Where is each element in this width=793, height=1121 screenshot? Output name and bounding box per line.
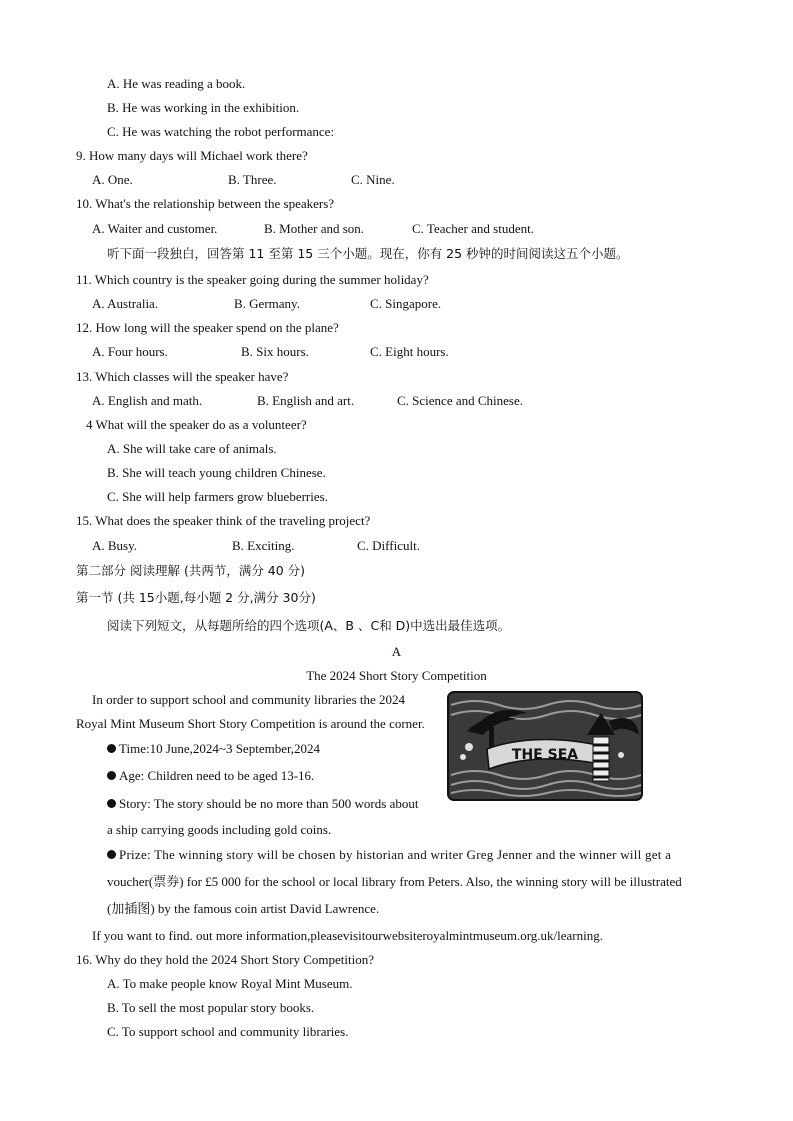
q11-question: 11. Which country is the speaker going during the summer holiday? (76, 272, 429, 287)
prize-text-line2: voucher(票券) for £5 000 for the school or local library from Peters. Also, the winning story will be illustrated (107, 874, 682, 889)
bullet-icon (107, 799, 116, 808)
q11-option-a: A. Australia. (92, 296, 159, 311)
bullet-icon (107, 744, 116, 753)
time-item (107, 741, 320, 757)
q13-option-a: A. English and math. (92, 393, 203, 408)
q13-option-b: B. English and art. (257, 393, 355, 408)
more-info-line: If you want to find. out more information,pleasevisitourwebsiteroyalmintmuseum.org.uk/learning. (92, 928, 603, 943)
q15-option-c: C. Difficult. (357, 538, 420, 553)
q16-question: 16. Why do they hold the 2024 Short Story Competition? (76, 952, 375, 967)
bullet-icon (107, 771, 116, 780)
q15-option-b: B. Exciting. (232, 538, 295, 553)
passage-letter: A (391, 644, 402, 659)
story-item (107, 796, 418, 812)
section1-heading: 第一节 (共 15小题,每小题 2 分,满分 30分) (76, 590, 316, 605)
prize-text-line3: (加插图) by the famous coin artist David Lawrence. (107, 901, 380, 916)
q13-option-c: C. Science and Chinese. (397, 393, 523, 408)
passage-intro-line2: Royal Mint Museum Short Story Competition is around the corner. (76, 716, 425, 731)
q10-option-c: C. Teacher and student. (412, 221, 534, 236)
q12-option-b: B. Six hours. (241, 344, 309, 359)
q15-question: 15. What does the speaker think of the traveling project? (76, 513, 371, 528)
reading-instruction: 阅读下列短文，从每题所给的四个选项(A、B 、C和 D)中选出最佳选项。 (107, 618, 511, 633)
q16-option-b: B. To sell the most popular story books. (107, 1000, 315, 1015)
q14-question: 4 What will the speaker do as a volunteer? (86, 417, 307, 432)
q8-option-b: B. He was working in the exhibition. (107, 100, 300, 115)
prize-item (107, 847, 671, 863)
q16-option-a: A. To make people know Royal Mint Museum. (107, 976, 353, 991)
story-text-line2: a ship carrying goods including gold coins. (107, 822, 332, 837)
q14-option-c: C. She will help farmers grow blueberries. (107, 489, 328, 504)
q9-option-a: A. One. (92, 172, 133, 187)
q9-question: 9. How many days will Michael work there? (76, 148, 308, 163)
prize-text-line1: Prize: The winning story will be chosen by historian and writer Greg Jenner and the winner will get a (119, 847, 672, 862)
age-text: Age: Children need to be aged 13-16. (119, 768, 315, 783)
q10-option-b: B. Mother and son. (264, 221, 365, 236)
q14-option-a: A. She will take care of animals. (107, 441, 277, 456)
part2-heading: 第二部分 阅读理解 (共两节，满分 40 分) (76, 563, 306, 578)
q12-question: 12. How long will the speaker spend on the plane? (76, 320, 339, 335)
q8-option-a: A. He was reading a book. (107, 76, 246, 91)
q11-option-c: C. Singapore. (370, 296, 442, 311)
age-item (107, 768, 314, 784)
q8-option-c: C. He was watching the robot performance: (107, 124, 335, 139)
q9-option-c: C. Nine. (351, 172, 395, 187)
q10-question: 10. What's the relationship between the speakers? (76, 196, 335, 211)
time-text: Time:10 June,2024~3 September,2024 (119, 741, 321, 756)
q14-option-b: B. She will teach young children Chinese. (107, 465, 326, 480)
q11-option-b: B. Germany. (234, 296, 300, 311)
q9-option-b: B. Three. (228, 172, 277, 187)
q12-option-c: C. Eight hours. (370, 344, 449, 359)
passage-title: The 2024 Short Story Competition (306, 668, 487, 683)
competition-illustration (447, 691, 643, 801)
bullet-icon (107, 850, 116, 859)
passage-intro-line1: In order to support school and community libraries the 2024 (92, 692, 406, 707)
q13-question: 13. Which classes will the speaker have? (76, 369, 289, 384)
q16-option-c: C. To support school and community libraries. (107, 1024, 349, 1039)
story-text-line1: Story: The story should be no more than 500 words about (119, 796, 419, 811)
monologue-instruction: 听下面一段独白，回答第 11 至第 15 三个小题。现在，你有 25 秒钟的时间阅读这五个小题。 (107, 246, 629, 261)
q12-option-a: A. Four hours. (92, 344, 168, 359)
q10-option-a: A. Waiter and customer. (92, 221, 218, 236)
illustration-text: THE SEA (511, 747, 579, 763)
q15-option-a: A. Busy. (92, 538, 138, 553)
